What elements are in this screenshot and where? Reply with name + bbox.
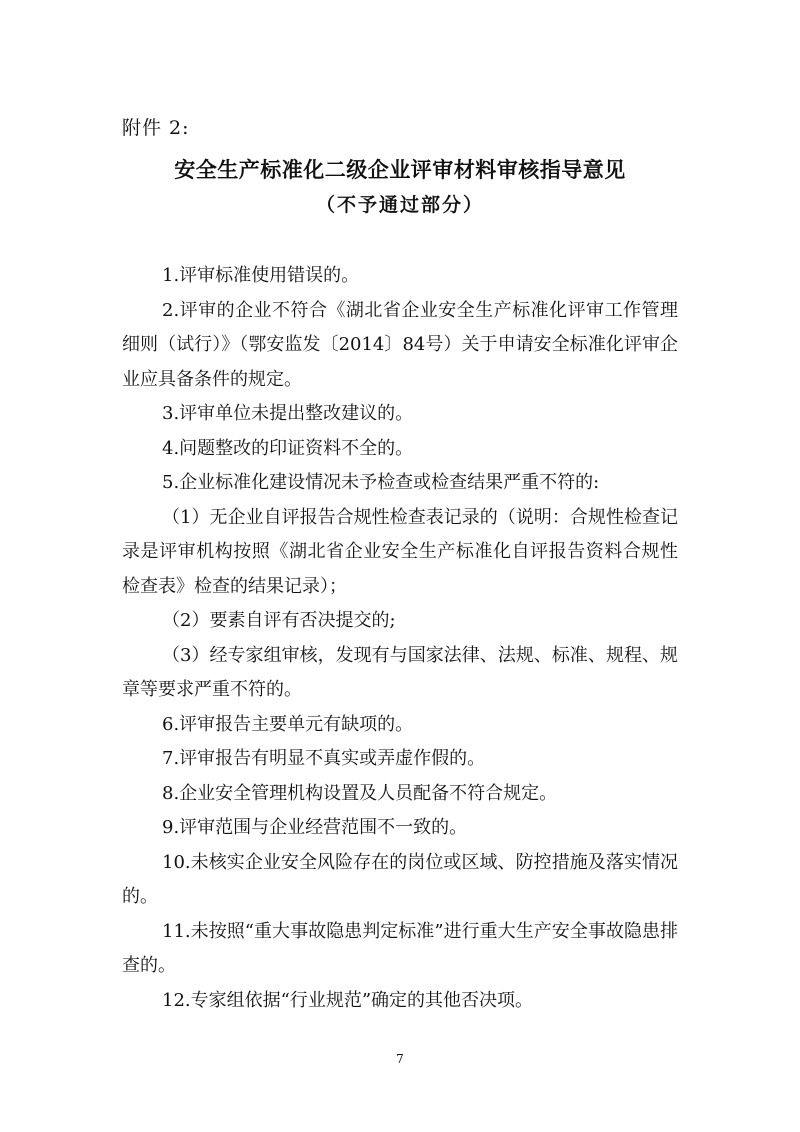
document-body — [122, 259, 678, 1018]
attachment-label: 附件 2: — [122, 117, 190, 139]
paragraph-2: 2.评审的企业不符合《湖北省企业安全生产标准化评审工作管理细则（试行）》（鄂安监发〔2014〕84号）关于申请安全标准化评审企业应具备条件的规定。 — [122, 299, 678, 390]
paragraph-9: 9.评审范围与企业经营范围不一致的。 — [162, 817, 468, 838]
paragraph-10: 10.未核实企业安全风险存在的岗位或区域、防控措施及落实情况的。 — [122, 851, 678, 907]
paragraph-5: 5.企业标准化建设情况未予检查或检查结果严重不符的: — [162, 472, 600, 493]
paragraph-3: 3.评审单位未提出整改建议的。 — [162, 403, 414, 424]
page-number: 7 — [396, 1052, 404, 1066]
paragraph-4: 4.问题整改的印证资料不全的。 — [162, 437, 414, 459]
paragraph-11: 11.未按照“重大事故隐患判定标准”进行重大生产安全事故隐患排查的。 — [122, 920, 678, 976]
paragraph-5-1: （1）无企业自评报告合规性检查表记录的（说明：合规性检查记录是评审机构按照《湖北省企业安全生产标准化自评报告资料合规性检查表》检查的结果记录）； — [122, 506, 678, 597]
paragraph-7: 7.评审报告有明显不真实或弄虚作假的。 — [162, 748, 486, 769]
paragraph-12: 12.专家组依据“行业规范”确定的其他否决项。 — [162, 989, 534, 1011]
paragraph-5-2: （2）要素自评有否决提交的; — [162, 610, 396, 631]
paragraph-1: 1.评审标准使用错误的。 — [162, 265, 360, 286]
paragraph-6: 6.评审报告主要单元有缺项的。 — [162, 713, 414, 735]
paragraph-5-3: （3）经专家组审核，发现有与国家法律、法规、标准、规程、规章等要求严重不符的。 — [122, 644, 678, 700]
document-subtitle: （不予通过部分） — [315, 194, 484, 216]
document-title: 安全生产标准化二级企业评审材料审核指导意见 — [174, 158, 626, 182]
paragraph-8: 8.企业安全管理机构设置及人员配备不符合规定。 — [162, 782, 558, 804]
